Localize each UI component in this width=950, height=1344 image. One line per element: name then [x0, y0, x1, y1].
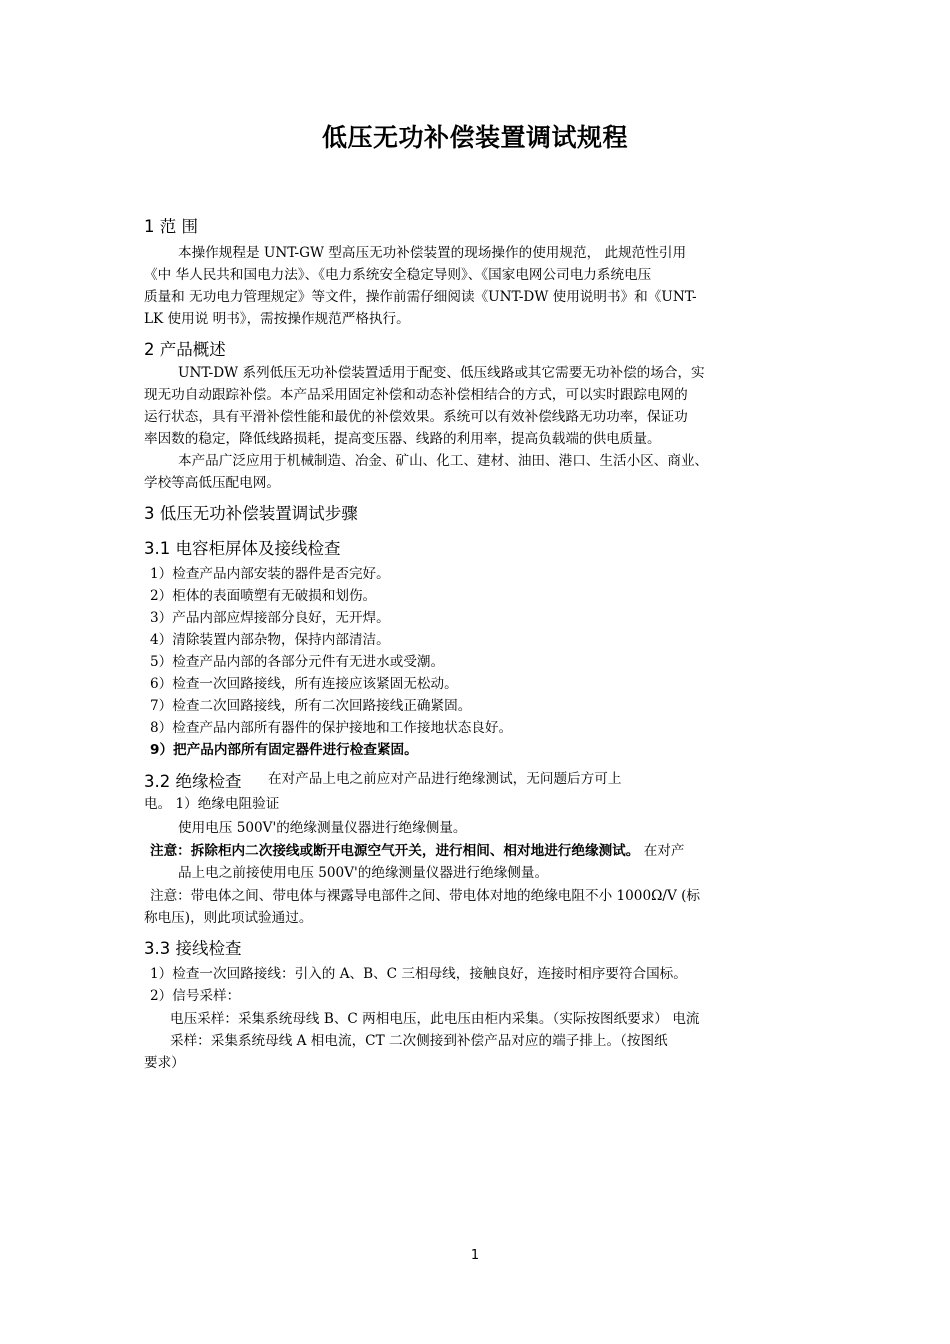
s2-paragraph-line: 率因数的稳定，降低线路损耗，提高变压器、线路的利用率，提高负载端的供电质量。: [144, 431, 661, 447]
s32-note-bold: 注意：拆除柜内二次接线或断开电源空气开关，进行相间、相对地进行绝缘测试。: [150, 843, 640, 859]
section-3-2-heading: 3.2 绝缘检查: [144, 772, 242, 791]
s31-item: 4）清除装置内部杂物，保持内部清洁。: [150, 632, 390, 648]
s32-note-line: [150, 842, 684, 860]
s32-note-line: 品上电之前接使用电压 500V'的绝缘测量仪器进行绝缘侧量。: [178, 865, 549, 881]
s32-note-line: 注意：带电体之间、带电体与裸露导电部件之间、带电体对地的绝缘电阻不小 1000Ω/V (标: [150, 888, 700, 904]
s31-item: 8）检查产品内部所有器件的保护接地和工作接地状态良好。: [150, 720, 513, 736]
s31-item: 3）产品内部应焊接部分良好，无开焊。: [150, 610, 390, 626]
s32-note-line: 称电压)，则此项试验通过。: [144, 910, 313, 926]
page-number: 1: [470, 1248, 480, 1263]
s1-paragraph-line: 本操作规程是 UNT-GW 型高压无功补偿装置的现场操作的使用规范， 此规范性引用: [178, 245, 687, 261]
s33-line: 电压采样：采集系统母线 B、C 两相电压，此电压由柜内采集。（实际按图纸要求） 电流: [170, 1011, 700, 1027]
section-3-heading: 3 低压无功补偿装置调试步骤: [144, 504, 358, 523]
s32-line: 电。 1）绝缘电阻验证: [144, 796, 280, 812]
s2-paragraph-line: 本产品广泛应用于机械制造、冶金、矿山、化工、建材、油田、港口、生活小区、商业、: [178, 453, 709, 469]
s31-item: 1）检查产品内部安装的器件是否完好。: [150, 566, 390, 582]
s2-paragraph-line: 学校等高低压配电网。: [144, 475, 280, 491]
s31-item: 2）柜体的表面喷塑有无破损和划伤。: [150, 588, 377, 604]
s31-item: 9）把产品内部所有固定器件进行检查紧固。: [150, 742, 418, 758]
section-3-3-heading: 3.3 接线检查: [144, 939, 242, 958]
document-title: 低压无功补偿装置调试规程: [321, 123, 628, 152]
s33-line: 要求）: [144, 1055, 185, 1071]
s32-line: 使用电压 500V'的绝缘测量仪器进行绝缘侧量。: [178, 820, 467, 836]
s31-item: 6）检查一次回路接线，所有连接应该紧固无松动。: [150, 676, 458, 692]
section-1-heading: 1 范 围: [144, 217, 198, 236]
s33-line: 2）信号采样：: [150, 988, 241, 1004]
s1-paragraph-line: 《中 华人民共和国电力法》、《电力系统安全稳定导则》、《国家电网公司电力系统电压: [144, 267, 652, 283]
s2-paragraph-line: 运行状态，具有平滑补偿性能和最优的补偿效果。系统可以有效补偿线路无功功率，保证功: [144, 409, 688, 425]
s33-line: 采样：采集系统母线 A 相电流，CT 二次侧接到补偿产品对应的端子排上。（按图纸: [170, 1033, 668, 1049]
s2-paragraph-line: 现无功自动跟踪补偿。本产品采用固定补偿和动态补偿相结合的方式，可以实时跟踪电网的: [144, 387, 688, 403]
s32-note-tail: 在对产: [639, 843, 685, 859]
s33-line: 1）检查一次回路接线：引入的 A、B、C 三相母线，接触良好，连接时相序要符合国标。: [150, 966, 687, 982]
s1-paragraph-line: 质量和 无功电力管理规定》等文件，操作前需仔细阅读《UNT-DW 使用说明书》和《UNT-: [144, 289, 697, 305]
s2-paragraph-line: UNT-DW 系列低压无功补偿装置适用于配变、低压线路或其它需要无功补偿的场合，实: [178, 365, 705, 381]
s31-item: 7）检查二次回路接线，所有二次回路接线正确紧固。: [150, 698, 472, 714]
s31-item: 5）检查产品内部的各部分元件有无进水或受潮。: [150, 654, 445, 670]
s32-heading-tail: 在对产品上电之前应对产品进行绝缘测试，无问题后方可上: [268, 771, 622, 787]
s1-paragraph-line: LK 使用说 明书》，需按操作规范严格执行。: [144, 311, 410, 327]
section-3-1-heading: 3.1 电容柜屏体及接线检查: [144, 539, 341, 558]
section-2-heading: 2 产品概述: [144, 340, 226, 359]
